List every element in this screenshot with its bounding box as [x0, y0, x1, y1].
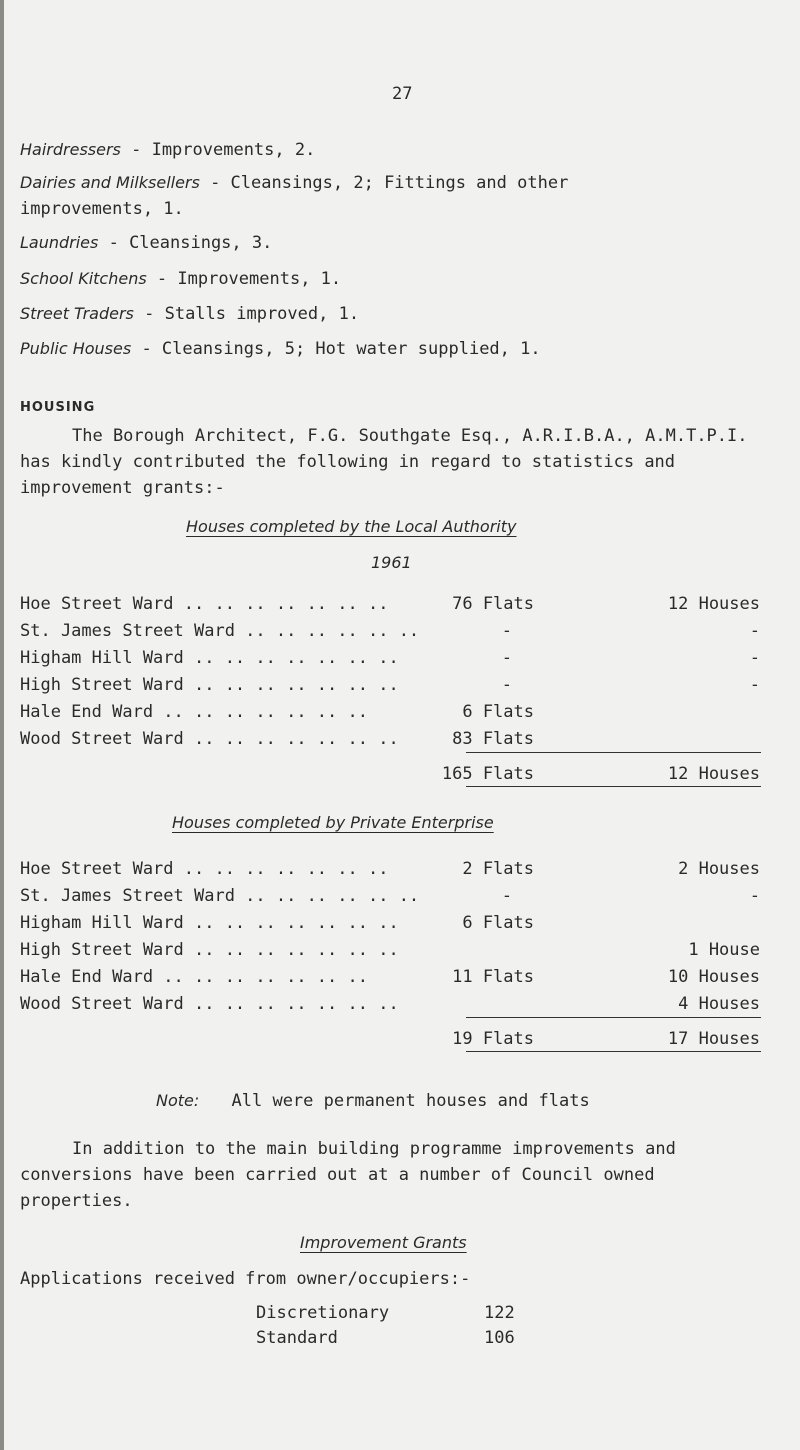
page-number: 27	[392, 84, 413, 104]
inspection-dairies-cont: improvements, 1.	[20, 199, 184, 219]
table-row: Hale End Ward .. .. .. .. .. .. .. 11 Flats 10 Houses	[20, 967, 760, 987]
table-row: Wood Street Ward .. .. .. .. .. .. .. 83 Flats	[20, 729, 534, 749]
grant-standard-value: 106	[484, 1328, 515, 1348]
local-authority-year: 1961	[371, 553, 412, 572]
table-row: Hoe Street Ward .. .. .. .. .. .. .. 2 Flats 2 Houses	[20, 859, 760, 879]
inspection-laundries: Laundries - Cleansings, 3.	[20, 233, 273, 253]
total-rule-top	[466, 752, 761, 753]
table-row: St. James Street Ward .. .. .. .. .. .. - -	[20, 886, 760, 906]
inspection-hairdressers: Hairdressers - Improvements, 2.	[20, 140, 316, 160]
table-row: High Street Ward .. .. .. .. .. .. .. - -	[20, 675, 760, 695]
local-authority-title: Houses completed by the Local Authority	[186, 517, 517, 536]
housing-intro-line-1: The Borough Architect, F.G. Southgate Esq., A.R.I.B.A., A.M.T.P.I.	[72, 426, 748, 446]
table-row: Hale End Ward .. .. .. .. .. .. .. 6 Flats	[20, 702, 534, 722]
housing-intro-line-2: has kindly contributed the following in regard to statistics and	[20, 452, 676, 472]
inspection-school-kitchens: School Kitchens - Improvements, 1.	[20, 269, 342, 289]
private-enterprise-title: Houses completed by Private Enterprise	[172, 813, 494, 832]
addition-line-2: conversions have been carried out at a number of Council owned	[20, 1165, 655, 1185]
grant-discretionary-value: 122	[484, 1303, 515, 1323]
table-row: St. James Street Ward .. .. .. .. .. .. - -	[20, 621, 760, 641]
table-row: Wood Street Ward .. .. .. .. .. .. .. 4 Houses	[20, 994, 760, 1014]
housing-heading: HOUSING	[20, 400, 96, 415]
inspection-public-houses: Public Houses - Cleansings, 5; Hot water supplied, 1.	[20, 339, 541, 359]
total-rule-top	[466, 1017, 761, 1018]
grants-title: Improvement Grants	[300, 1233, 467, 1252]
table-row: High Street Ward .. .. .. .. .. .. .. 1 House	[20, 940, 760, 960]
total-row: 19 Flats 17 Houses	[452, 1029, 760, 1049]
page-edge-shadow	[0, 0, 4, 1450]
grant-discretionary-label: Discretionary	[256, 1303, 390, 1323]
total-rule-bottom	[466, 1051, 761, 1052]
grants-applications: Applications received from owner/occupiers:-	[20, 1269, 471, 1289]
addition-line-1: In addition to the main building programme improvements and	[72, 1139, 676, 1159]
housing-intro-line-3: improvement grants:-	[20, 478, 225, 498]
table-row: Higham Hill Ward .. .. .. .. .. .. .. - -	[20, 648, 760, 668]
addition-line-3: properties.	[20, 1191, 133, 1211]
total-rule-bottom	[466, 786, 761, 787]
total-row: 165 Flats 12 Houses	[441, 764, 760, 784]
table-row: Higham Hill Ward .. .. .. .. .. .. .. 6 Flats	[20, 913, 534, 933]
inspection-dairies: Dairies and Milksellers - Cleansings, 2; Fittings and other	[20, 173, 569, 193]
inspection-street-traders: Street Traders - Stalls improved, 1.	[20, 304, 360, 324]
grant-standard-label: Standard	[256, 1328, 338, 1348]
note: Note: All were permanent houses and flats	[156, 1091, 590, 1111]
table-row: Hoe Street Ward .. .. .. .. .. .. .. 76 Flats 12 Houses	[20, 594, 760, 614]
